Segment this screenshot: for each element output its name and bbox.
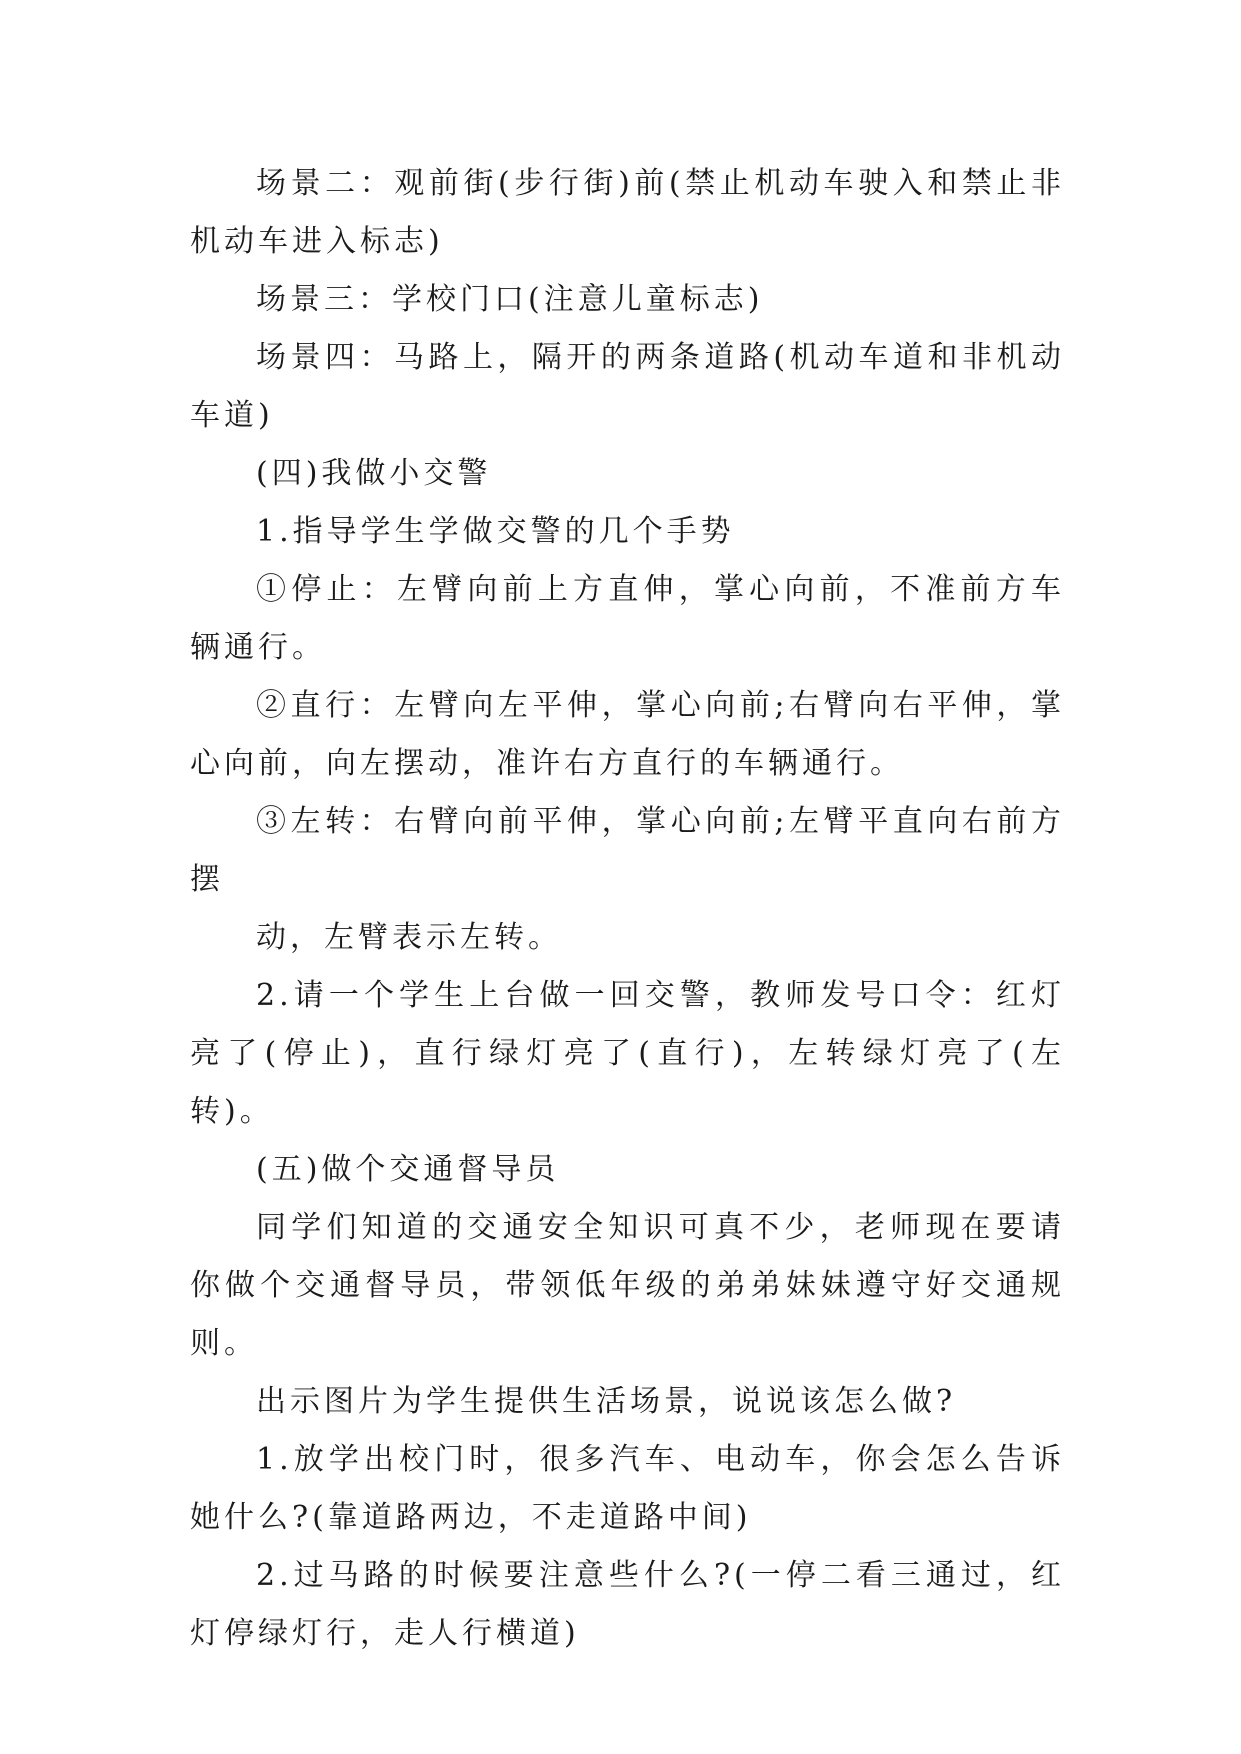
paragraph-gesture-stop: ①停止：左臂向前上方直伸，掌心向前，不准前方车辆通行。 [190, 572, 1065, 665]
paragraph-question-2: 2.过马路的时候要注意些什么?(一停二看三通过，红灯停绿灯行，走人行横道) [190, 1558, 1065, 1651]
paragraph-item-2: 2.请一个学生上台做一回交警，教师发号口令：红灯亮了(停止)，直行绿灯亮了(直行)，左转绿灯亮了(左转)。 [190, 978, 1065, 1129]
paragraph-scene-4: 场景四：马路上，隔开的两条道路(机动车道和非机动车道) [190, 340, 1065, 433]
paragraph-gesture-straight: ②直行：左臂向左平伸，掌心向前;右臂向右平伸，掌心向前，向左摆动，准许右方直行的车辆通行。 [190, 688, 1065, 781]
paragraph-intro: 同学们知道的交通安全知识可真不少，老师现在要请你做个交通督导员，带领低年级的弟弟妹妹遵守好交通规则。 [190, 1210, 1065, 1361]
paragraph-gesture-left-cont: 动，左臂表示左转。 [256, 920, 562, 955]
paragraph-item-1: 1.指导学生学做交警的几个手势 [256, 514, 735, 549]
paragraph-scene-2: 场景二：观前街(步行街)前(禁止机动车驶入和禁止非机动车进入标志) [190, 166, 1065, 259]
paragraph-gesture-left: ③左转：右臂向前平伸，掌心向前;左臂平直向右前方摆 [190, 804, 1065, 897]
paragraph-question-1: 1.放学出校门时，很多汽车、电动车，你会怎么告诉她什么?(靠道路两边，不走道路中间) [190, 1442, 1065, 1535]
section-heading-4: (四)我做小交警 [256, 456, 492, 491]
paragraph-scene-3: 场景三：学校门口(注意儿童标志) [256, 282, 764, 317]
section-heading-5: (五)做个交通督导员 [256, 1152, 560, 1187]
document-body [190, 155, 1065, 1663]
paragraph-prompt: 出示图片为学生提供生活场景，说说该怎么做? [256, 1384, 957, 1419]
